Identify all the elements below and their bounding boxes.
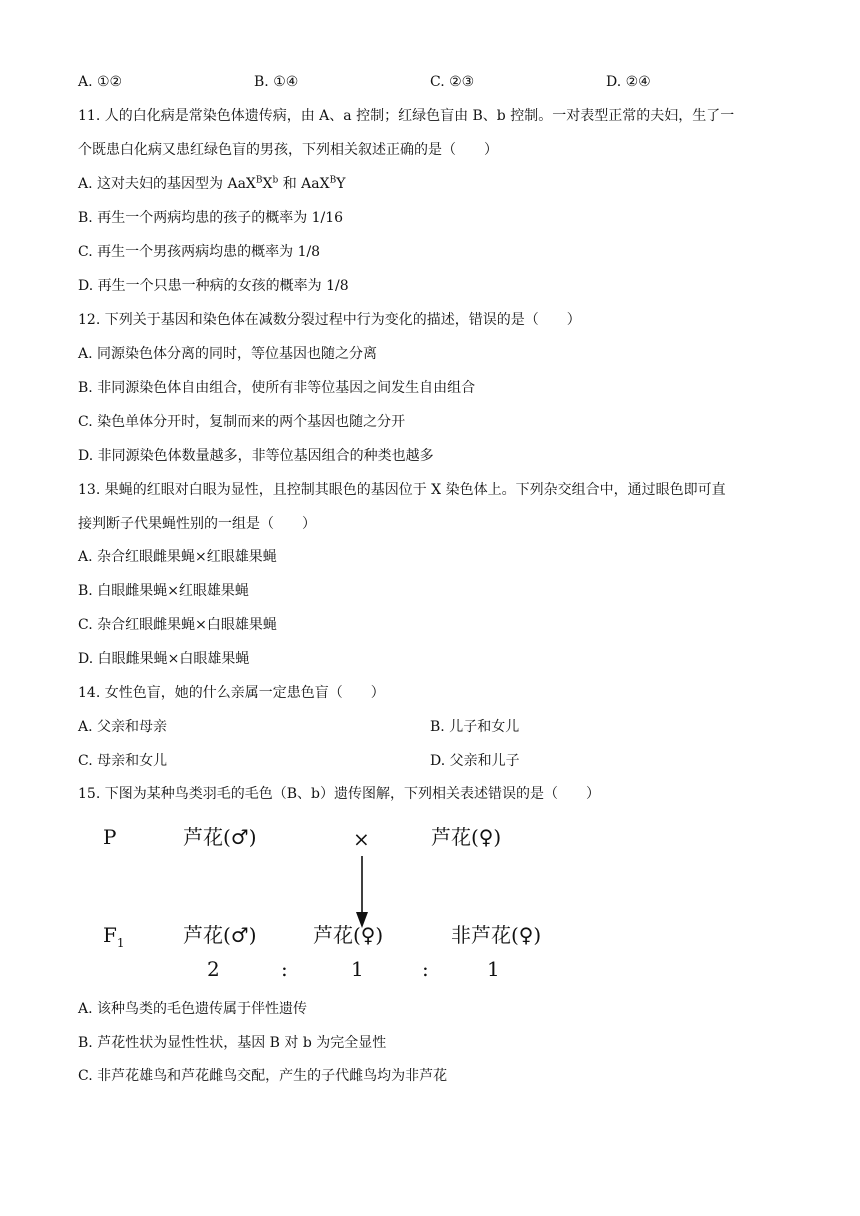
q14-option-c: C. 母亲和女儿 — [78, 753, 168, 769]
q11-option-c: C. 再生一个男孩两病均患的概率为 1/8 — [78, 244, 321, 260]
q13-stem-line-2: 接判断子代果蝇性别的一组是（ ） — [78, 516, 316, 532]
q15-option-b: B. 芦花性状为显性性状，基因 B 对 b 为完全显性 — [78, 1035, 387, 1051]
q13-option-c: C. 杂合红眼雌果蝇×白眼雄果蝇 — [78, 617, 277, 633]
q12-option-d: D. 非同源染色体数量越多，非等位基因组合的种类也越多 — [78, 448, 434, 464]
q14-stem: 14. 女性色盲，她的什么亲属一定患色盲（ ） — [78, 685, 385, 701]
diagram-ratio-1a: 1 — [351, 957, 364, 981]
diagram-f1-female-non: 非芦花(♀) — [451, 923, 542, 947]
q11-stem-line-1: 11. 人的白化病是常染色体遗传病，由 A、a 控制；红绿色盲由 B、b 控制。一对表型正常的夫妇，生了一 — [78, 108, 735, 124]
diagram-ratio-1b: 1 — [487, 957, 500, 981]
diagram-f1-male: 芦花(♂) — [183, 923, 257, 947]
q14-option-d: D. 父亲和儿子 — [430, 753, 520, 769]
q10-option-d: D. ②④ — [606, 74, 651, 90]
diagram-p-female: 芦花(♀) — [431, 825, 502, 849]
q15-option-a: A. 该种鸟类的毛色遗传属于伴性遗传 — [78, 1001, 308, 1017]
q11-option-d: D. 再生一个只患一种病的女孩的概率为 1/8 — [78, 278, 349, 294]
q11-stem-line-2: 个既患白化病又患红绿色盲的男孩，下列相关叙述正确的是（ ） — [78, 142, 498, 158]
diagram-cross-symbol: × — [353, 827, 370, 851]
q10-option-c: C. ②③ — [430, 74, 475, 90]
q15-stem: 15. 下图为某种鸟类羽毛的毛色（B、b）遗传图解，下列相关表述错误的是（ ） — [78, 786, 600, 802]
diagram-f1-female: 芦花(♀) — [313, 923, 384, 947]
diagram-ratio-colon-2: : — [422, 957, 429, 981]
q13-option-b: B. 白眼雌果蝇×红眼雄果蝇 — [78, 583, 249, 599]
diagram-down-arrow — [350, 854, 374, 930]
q13-stem-line-1: 13. 果蝇的红眼对白眼为显性，且控制其眼色的基因位于 X 染色体上。下列杂交组合中，通过眼色即可直 — [78, 482, 726, 498]
q13-option-a: A. 杂合红眼雌果蝇×红眼雄果蝇 — [78, 549, 277, 565]
q15-option-c: C. 非芦花雄鸟和芦花雌鸟交配，产生的子代雌鸟均为非芦花 — [78, 1068, 448, 1084]
diagram-ratio-colon-1: : — [281, 957, 288, 981]
q12-stem: 12. 下列关于基因和染色体在减数分裂过程中行为变化的描述，错误的是（ ） — [78, 312, 581, 328]
q12-option-b: B. 非同源染色体自由组合，使所有非等位基因之间发生自由组合 — [78, 380, 476, 396]
diagram-p-male: 芦花(♂) — [183, 825, 257, 849]
q14-option-a: A. 父亲和母亲 — [78, 719, 168, 735]
diagram-ratio-2: 2 — [207, 957, 220, 981]
q12-option-c: C. 染色单体分开时，复制而来的两个基因也随之分开 — [78, 414, 406, 430]
q11-option-b: B. 再生一个两病均患的孩子的概率为 1/16 — [78, 210, 344, 226]
diagram-p-label: P — [103, 825, 117, 849]
q13-option-d: D. 白眼雌果蝇×白眼雄果蝇 — [78, 651, 250, 667]
q12-option-a: A. 同源染色体分离的同时，等位基因也随之分离 — [78, 346, 378, 362]
q14-option-b: B. 儿子和女儿 — [430, 719, 520, 735]
diagram-f1-label: $F_1$ — [103, 923, 125, 950]
q11-option-a: A. 这对夫妇的基因型为 $AaX^BX^b$ 和 AaX$^B$Y — [78, 175, 346, 192]
q10-option-a: A. ①② — [78, 74, 123, 90]
q10-option-b: B. ①④ — [254, 74, 299, 90]
inheritance-diagram — [95, 816, 565, 986]
